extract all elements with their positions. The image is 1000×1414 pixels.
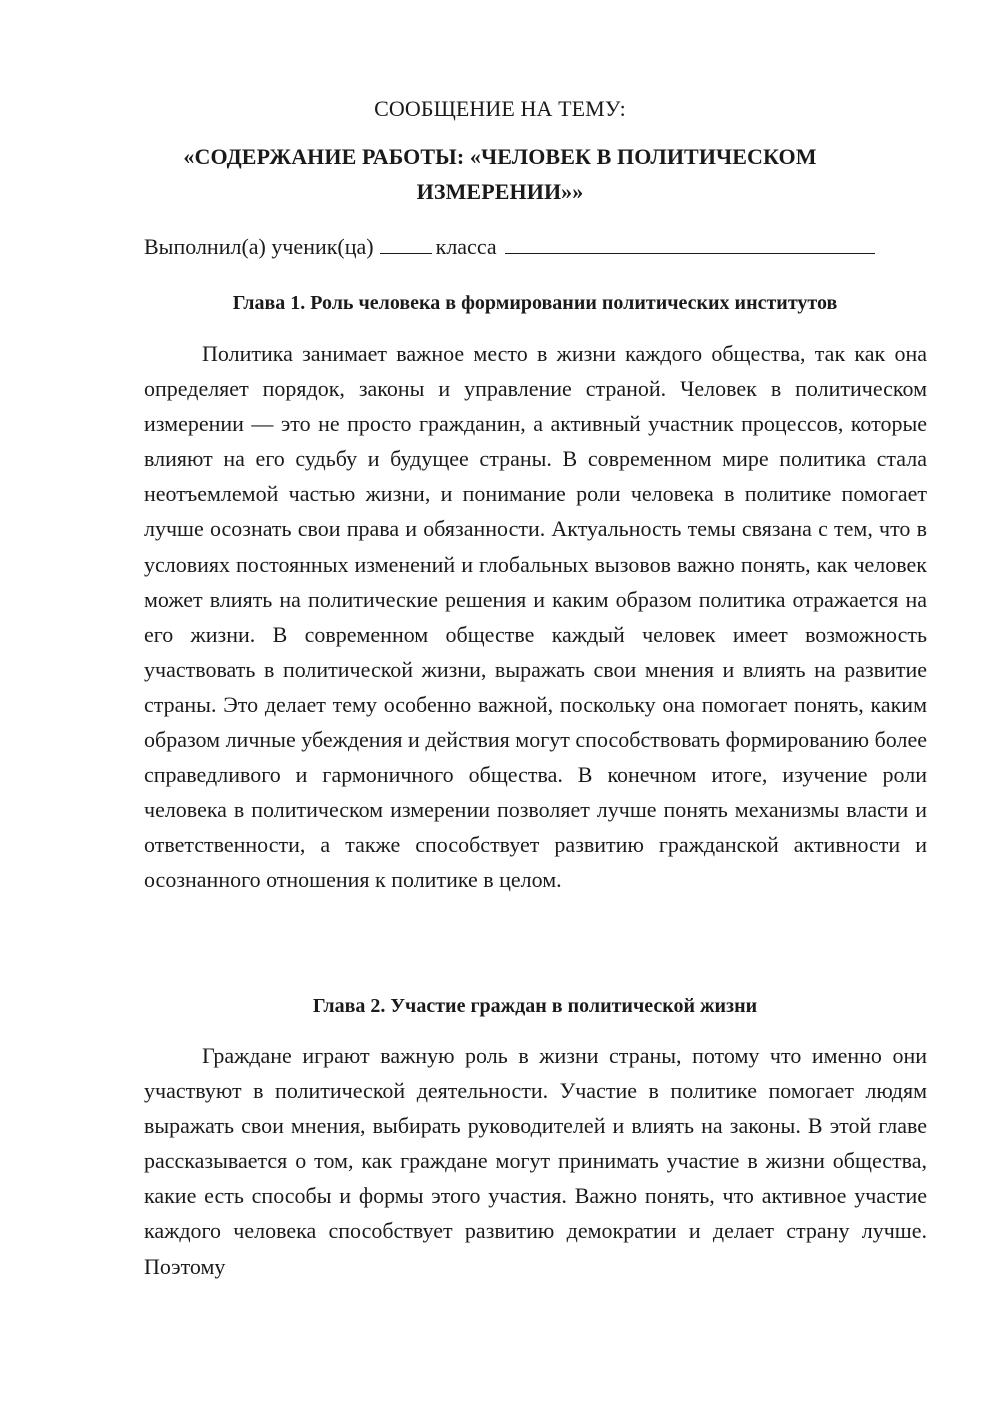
chapter-1-title: Глава 1. Роль человека в формировании политических институтов: [232, 292, 838, 314]
document-title-line-1: «СОДЕРЖАНИЕ РАБОТЫ: «ЧЕЛОВЕК В ПОЛИТИЧЕСКОМ: [183, 144, 817, 169]
signature-line: [144, 234, 875, 260]
chapter-2-text: Граждане играют важную роль в жизни страны, потому что именно они участвуют в политической деятельности. Участие в политике помогает людям выражать свои мнения, выбирать руководителей и влиять на законы. В этой главе рассказывается о том, как граждане могут принимать участие в жизни общества, какие есть способы и формы этого участия. Важно понять, что активное участие каждого человека способствует развитию демократии и делает страну лучше. Поэтому: [144, 1043, 927, 1279]
performer-label: Выполнил(а) ученик(ца): [144, 234, 374, 259]
document-header-topic: СООБЩЕНИЕ НА ТЕМУ:: [374, 96, 626, 121]
chapter-2-title: Глава 2. Участие граждан в политической жизни: [312, 995, 758, 1017]
chapter-1-text: Политика занимает важное место в жизни каждого общества, так как она определяет порядок, законы и управление страной. Человек в политическом измерении — это не просто гражданин, а активный участник процессов, которые влияют на его судьбу и будущее страны. В современном мире политика стала неотъемлемой частью жизни, и понимание роли человека в политике помогает лучше осознать свои права и обязанности. Актуальность темы связана с тем, что в условиях постоянных изменений и глобальных вызовов важно понять, как человек может влиять на политические решения и каким образом политика отражается на его жизни. В современном обществе каждый человек имеет возможность участвовать в политической жизни, выражать свои мнения и влиять на развитие страны. Это делает тему особенно важной, поскольку она помогает понять, каким образом личные убеждения и действия могут способствовать формированию более справедливого и гармоничного общества. В конечном итоге, изучение роли человека в политическом измерении позволяет лучше понять механизмы власти и ответственности, а также способствует развитию гражданской активности и осознанного отношения к политике в целом.: [144, 341, 927, 893]
class-blank: [380, 235, 432, 254]
document-title-line-2: ИЗМЕРЕНИИ»»: [416, 179, 584, 204]
class-label: класса: [435, 234, 497, 259]
name-blank: [505, 235, 875, 254]
